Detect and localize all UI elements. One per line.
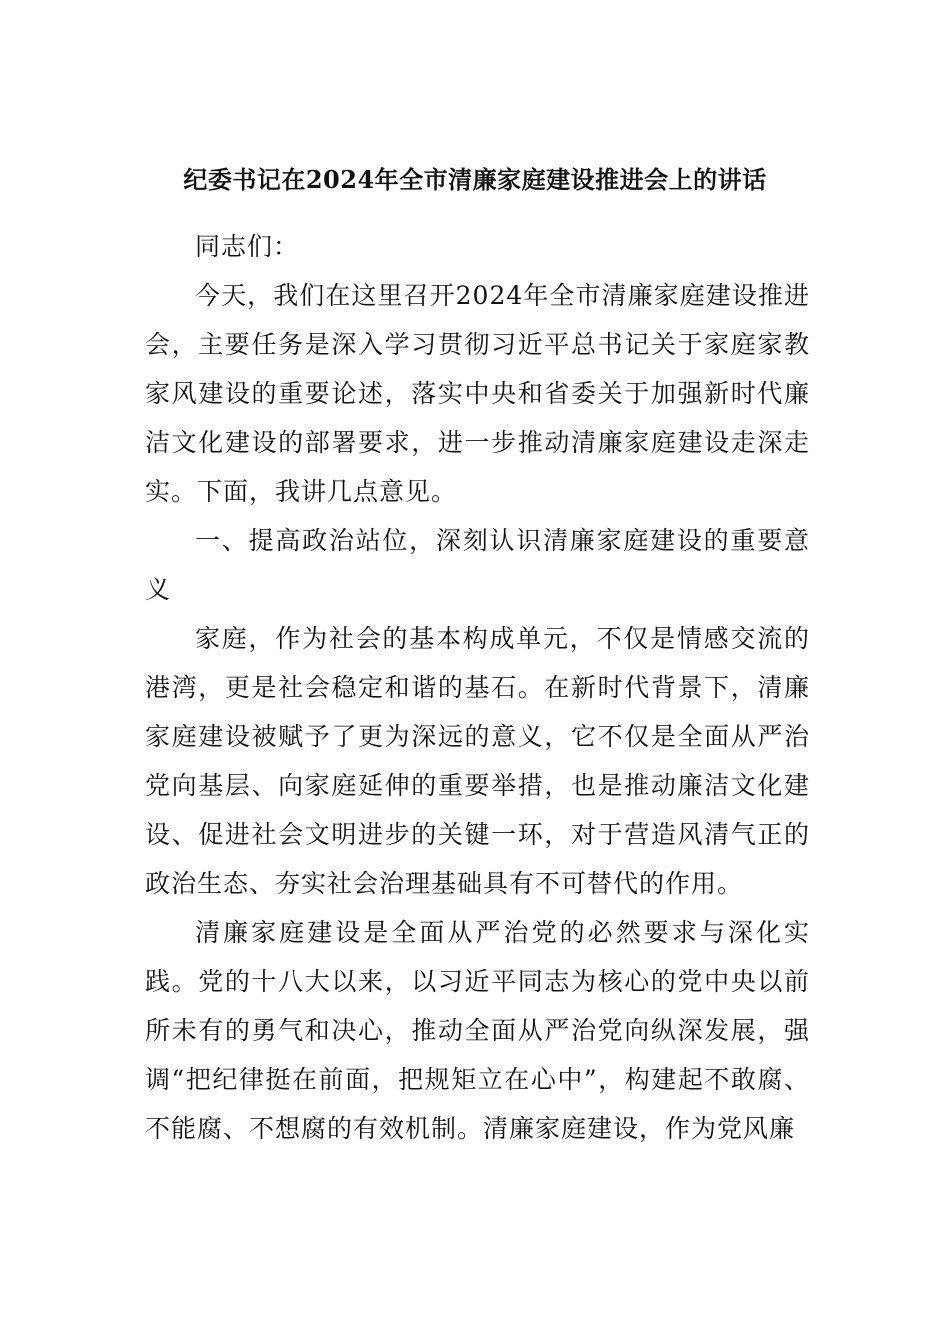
greeting-paragraph: 同志们：: [195, 232, 300, 261]
document-body: [145, 222, 810, 1153]
page-title: 纪委书记在2024年全市清廉家庭建设推进会上的讲话: [183, 165, 767, 194]
section-heading: 一、提高政治站位，深刻认识清廉家庭建设的重要意义: [145, 526, 810, 604]
body-paragraph: 清廉家庭建设是全面从严治党的必然要求与深化实践。党的十八大以来，以习近平同志为核心的党中央以前所未有的勇气和决心，推动全面从严治党向纵深发展，强调“把纪律挺在前面，把规矩立在心中”，构建起不敢腐、不能腐、不想腐的有效机制。清廉家庭建设，作为党风廉: [145, 918, 810, 1143]
intro-paragraph: 今天，我们在这里召开2024年全市清廉家庭建设推进会，主要任务是深入学习贯彻习近平总书记关于家庭家教家风建设的重要论述，落实中央和省委关于加强新时代廉洁文化建设的部署要求，进一步推动清廉家庭建设走深走实。下面，我讲几点意见。: [145, 281, 810, 506]
body-paragraph: 家庭，作为社会的基本构成单元，不仅是情感交流的港湾，更是社会稳定和谐的基石。在新时代背景下，清廉家庭建设被赋予了更为深远的意义，它不仅是全面从严治党向基层、向家庭延伸的重要举措，也是推动廉洁文化建设、促进社会文明进步的关键一环，对于营造风清气正的政治生态、夯实社会治理基础具有不可替代的作用。: [145, 624, 810, 898]
